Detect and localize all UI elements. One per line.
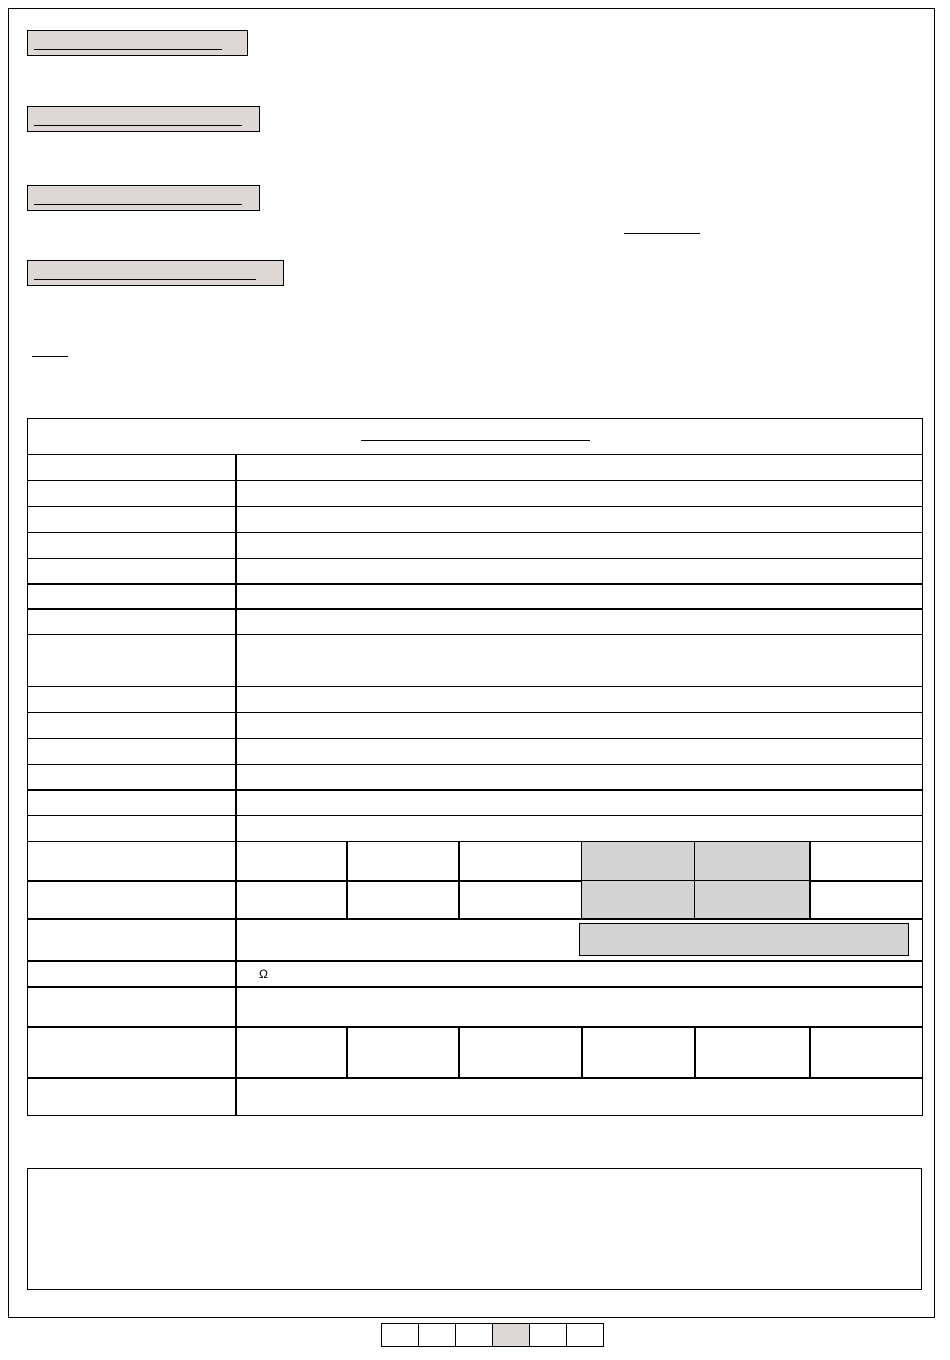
table-row-label <box>27 558 237 585</box>
table-row-label <box>27 583 237 610</box>
table-row-value[interactable] <box>235 686 923 713</box>
table-row-label <box>27 841 237 882</box>
page-indicator-cell[interactable] <box>529 1323 567 1347</box>
table-row-label <box>27 608 237 635</box>
grid-cell[interactable] <box>346 1026 460 1079</box>
section-header-underline <box>34 204 242 205</box>
table-title-row <box>27 418 923 455</box>
table-row-label <box>27 454 237 481</box>
table-row-label <box>27 986 237 1028</box>
table-row-label <box>27 880 237 920</box>
table-row-value[interactable] <box>235 454 923 481</box>
grid-cell[interactable] <box>235 1026 348 1079</box>
section-header-3 <box>27 185 260 211</box>
table-row-value[interactable] <box>235 608 923 635</box>
grid-cell[interactable] <box>809 1026 923 1079</box>
grid-cell[interactable] <box>235 880 348 920</box>
page-indicator-cell[interactable] <box>381 1323 419 1347</box>
table-row-value[interactable] <box>235 764 923 791</box>
table-row-label <box>27 1026 237 1079</box>
table-row-value[interactable] <box>235 532 923 559</box>
grid-cell[interactable] <box>581 1026 696 1079</box>
table-row-value[interactable] <box>235 960 923 988</box>
blank-fill-line[interactable] <box>624 233 700 234</box>
table-row-label <box>27 815 237 842</box>
table-row-value[interactable] <box>235 634 923 687</box>
table-row-value[interactable] <box>235 738 923 765</box>
section-header-1 <box>27 30 248 56</box>
shaded-inset-field <box>579 923 909 956</box>
table-row-value[interactable] <box>235 712 923 739</box>
grid-cell[interactable] <box>235 841 348 882</box>
table-row-label <box>27 480 237 507</box>
grid-cell-shaded <box>694 841 811 882</box>
table-row-value[interactable] <box>235 558 923 585</box>
grid-cell[interactable] <box>458 880 583 920</box>
section-header-underline <box>34 125 242 126</box>
page-indicator-cell[interactable] <box>566 1323 604 1347</box>
table-row-label <box>27 1077 237 1116</box>
grid-cell[interactable] <box>809 880 923 920</box>
table-row-label <box>27 634 237 687</box>
grid-cell[interactable] <box>458 841 583 882</box>
page-indicator <box>381 1323 604 1347</box>
table-row-label <box>27 789 237 816</box>
table-row-label <box>27 738 237 765</box>
table-row-value[interactable] <box>235 789 923 816</box>
grid-cell[interactable] <box>346 880 460 920</box>
section-header-underline <box>34 279 256 280</box>
table-row-value[interactable] <box>235 506 923 533</box>
table-row-label <box>27 764 237 791</box>
grid-cell-shaded <box>694 880 811 920</box>
table-row-value[interactable] <box>235 1077 923 1116</box>
grid-cell[interactable] <box>809 841 923 882</box>
table-row-label <box>27 506 237 533</box>
page-indicator-cell[interactable] <box>418 1323 456 1347</box>
table-row-value[interactable] <box>235 986 923 1028</box>
page-indicator-cell-current[interactable] <box>492 1323 530 1347</box>
grid-cell-shaded <box>581 841 696 882</box>
grid-cell[interactable] <box>458 1026 583 1079</box>
table-row-value[interactable] <box>235 815 923 842</box>
section-header-underline <box>34 49 222 50</box>
table-row-label <box>27 918 237 962</box>
grid-cell[interactable] <box>346 841 460 882</box>
grid-cell[interactable] <box>694 1026 811 1079</box>
table-title-underline <box>361 440 590 441</box>
note-label-underline <box>32 356 68 357</box>
page-indicator-cell[interactable] <box>455 1323 493 1347</box>
table-row-value[interactable] <box>235 480 923 507</box>
ohm-unit-symbol: Ω <box>259 967 268 981</box>
section-header-4 <box>27 260 284 286</box>
table-row-label <box>27 712 237 739</box>
table-row-label <box>27 686 237 713</box>
notes-box[interactable] <box>27 1168 922 1290</box>
grid-cell-shaded <box>581 880 696 920</box>
table-row-label <box>27 532 237 559</box>
table-row-label <box>27 960 237 988</box>
section-header-2 <box>27 106 260 132</box>
table-row-value[interactable] <box>235 583 923 610</box>
